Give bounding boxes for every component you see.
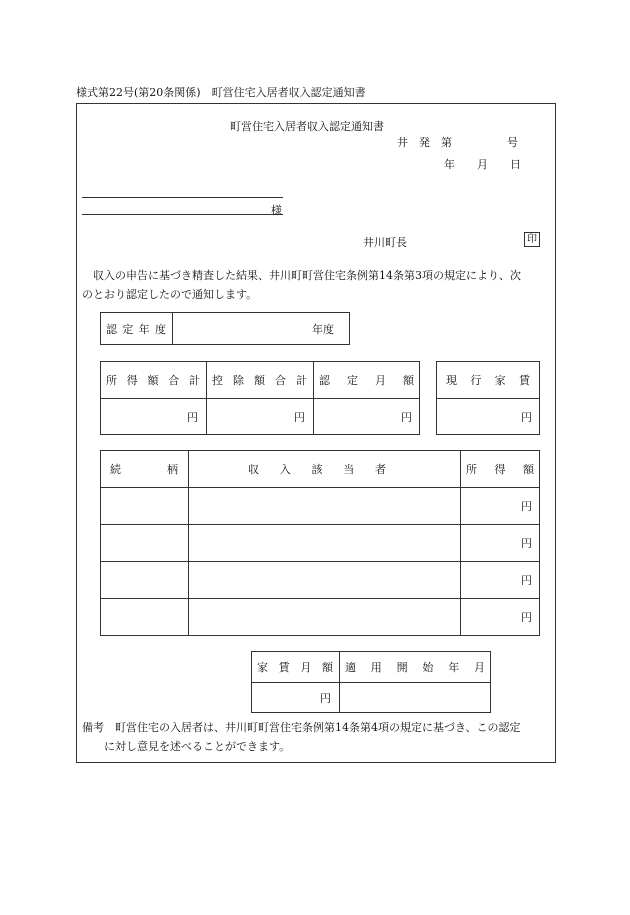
- form-caption: 様式第22号(第20条関係) 町営住宅入居者収入認定通知書: [76, 86, 366, 99]
- member-row-2-yen: 円: [521, 536, 532, 550]
- income-header: 所 得 額: [466, 462, 534, 476]
- current-rent-yen: 円: [521, 410, 532, 424]
- issuer-name: 井川町長: [363, 236, 407, 249]
- fiscal-year-label: 認 定 年 度: [106, 322, 166, 336]
- document-number: 井 発 第 号: [397, 136, 518, 149]
- monthly-rent-yen: 円: [320, 691, 331, 705]
- issue-date: 年 月 日: [444, 158, 521, 171]
- member-row-1-yen: 円: [521, 499, 532, 513]
- seal-mark: 印: [524, 232, 540, 247]
- recipient-line-2: [82, 214, 283, 215]
- remarks-line-2: に対し意見を述べることができます。: [104, 740, 291, 753]
- total-deduction-header: 控 除 額 合 計: [212, 373, 307, 387]
- member-row-4-yen: 円: [521, 611, 532, 624]
- income-person-header: 収 入 該 当 者: [248, 462, 386, 476]
- monthly-amount-yen: 円: [401, 410, 412, 424]
- fiscal-year-unit: 年度: [312, 322, 334, 336]
- total-deduction-yen: 円: [294, 410, 305, 424]
- recipient-suffix: 様: [271, 204, 282, 217]
- total-income-header: 所 得 額 合 計: [106, 373, 200, 387]
- total-income-yen: 円: [187, 410, 198, 424]
- member-row-3-yen: 円: [521, 573, 532, 587]
- relation-header: 続 柄: [110, 462, 178, 476]
- remarks-line-1: 備考 町営住宅の入居者は、井川町町営住宅条例第14条第4項の規定に基づき、この認定: [82, 721, 521, 734]
- body-text-line-1: 収入の申告に基づき精査した結果、井川町町営住宅条例第14条第3項の規定により、次: [82, 269, 521, 282]
- monthly-amount-header: 認 定 月 額: [319, 373, 414, 387]
- current-rent-header: 現 行 家 賃: [446, 373, 530, 387]
- monthly-rent-header: 家 賃 月 額: [257, 660, 333, 674]
- start-month-header: 適 用 開 始 年 月: [345, 660, 485, 674]
- notice-title: 町営住宅入居者収入認定通知書: [230, 120, 384, 133]
- body-text-line-2: のとおり認定したので通知します。: [82, 288, 258, 301]
- recipient-line-1: [82, 197, 283, 198]
